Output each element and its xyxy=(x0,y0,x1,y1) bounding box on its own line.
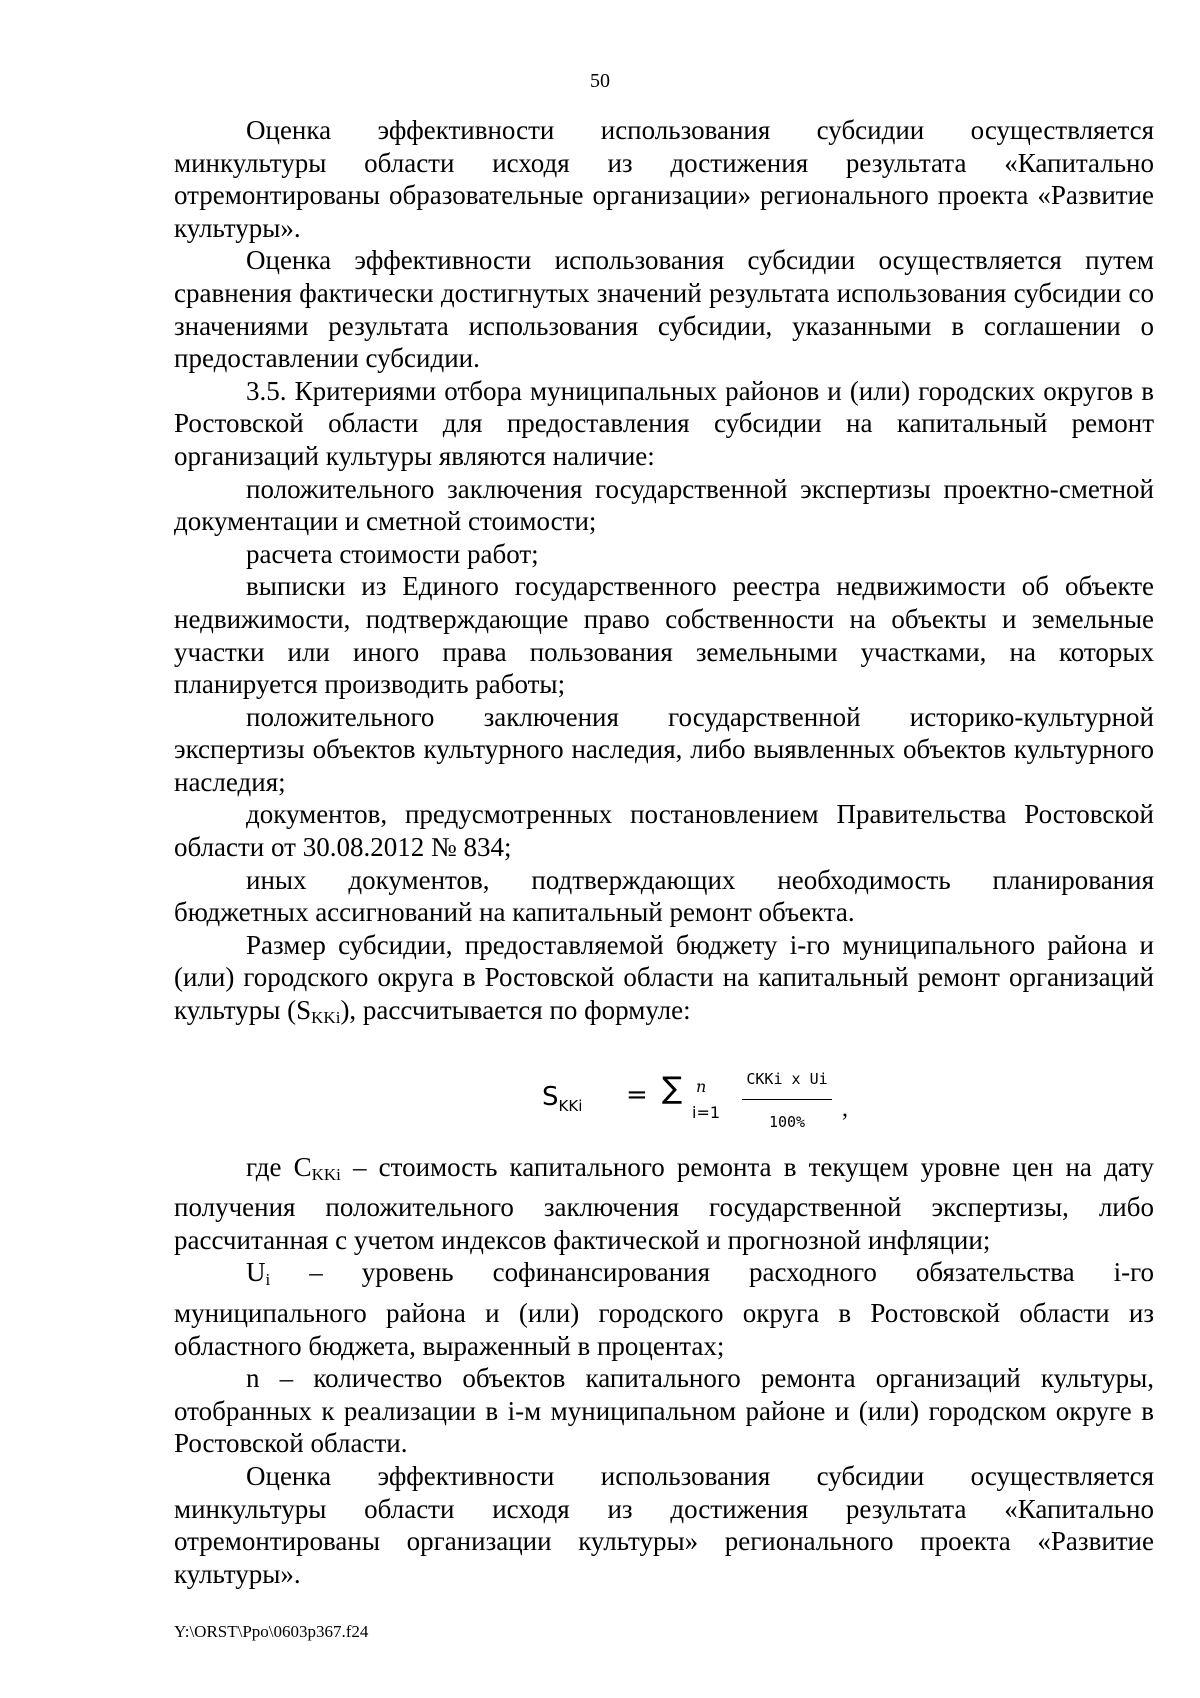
fraction-denominator: 100% xyxy=(768,1113,806,1132)
paragraph: Оценка эффективности использования субсидии осуществляется путем сравнения фактически достигнутых значений результата использования субсидии со значениями результата использования субсидии, указанными в соглашении о предоставлении субсидии. xyxy=(174,245,1154,374)
subscript: KKi xyxy=(311,1008,341,1028)
text-run: Размер субсидии, предоставляемой бюджету i-го муниципального района и (или) городского округа в Ростовской области на капитальный ремонт организаций культуры (S xyxy=(174,929,1154,1026)
sum-lower-limit: i=1 xyxy=(692,1102,721,1122)
list-item: положительного заключения государственной экспертизы проектно-сметной документации и сметной стоимости; xyxy=(174,473,1154,537)
sum-symbol: ∑ xyxy=(662,1070,683,1106)
fraction-bar xyxy=(742,1099,832,1100)
file-path-footer: Y:\ORST\Ppo\0603p367.f24 xyxy=(174,1622,369,1641)
fraction xyxy=(738,1063,836,1139)
document-body xyxy=(174,114,1154,1590)
sum-upper-limit: n xyxy=(696,1076,707,1096)
list-item: положительного заключения государственной историко-культурной экспертизы объектов культурного наследия, либо выявленных объектов культурного наследия; xyxy=(174,701,1154,797)
list-item: расчета стоимости работ; xyxy=(246,538,539,569)
definition-ui: $U_i$ – уровень софинансирования расходного обязательства i-го муниципального района и (или) городского округа в Ростовской области из областного бюджета, выраженный в процентах; xyxy=(174,1257,1154,1361)
list-item: выписки из Единого государственного реестра недвижимости об объекте недвижимости, подтверждающие право собственности на объекты и земельные участки или иного права пользования земельными участками, на которых планируется производить работы; xyxy=(174,571,1154,700)
definition-ckki: где $C_{KKi}$ – стоимость капитального ремонта в текущем уровне цен на дату получения положительного заключения государственной экспертизы, либо рассчитанная с учетом индексов фактической и прогнозной инфляции; xyxy=(174,1151,1154,1255)
formula xyxy=(174,1035,1154,1151)
paragraph: Оценка эффективности использования субсидии осуществляется минкультуры области исходя из достижения результата «Капитально отремонтированы образовательные организации» регионального проекта «Развитие культуры». xyxy=(174,115,1154,243)
paragraph: Оценка эффективности использования субсидии осуществляется минкультуры области исходя из достижения результата «Капитально отремонтированы организации культуры» регионального проекта «Развитие культуры». xyxy=(174,1460,1154,1589)
formula-lhs: $S_{KKi}$ xyxy=(542,1081,583,1115)
paragraph: 3.5. Критериями отбора муниципальных районов и (или) городских округов в Ростовской области для предоставления субсидии на капитальный ремонт организаций культуры являются наличие: xyxy=(174,375,1154,471)
text-run: ), рассчитывается по формуле: xyxy=(340,995,691,1026)
list-item: иных документов, подтверждающих необходимость планирования бюджетных ассигнований на капитальный ремонт объекта. xyxy=(174,864,1154,928)
page-number: 50 xyxy=(590,70,610,92)
paragraph-subsidy-size xyxy=(174,929,1154,1035)
fraction-numerator: CKKi x Ui xyxy=(746,1069,828,1088)
definition-n: n – количество объектов капитального ремонта организаций культуры, отобранных к реализации в i-м муниципальном районе и (или) городском округе в Ростовской области. xyxy=(174,1363,1154,1459)
list-item: документов, предусмотренных постановлением Правительства Ростовской области от 30.08.2012 № 834; xyxy=(174,799,1154,863)
formula-comma: , xyxy=(842,1095,848,1122)
formula-equals: = xyxy=(626,1079,648,1110)
